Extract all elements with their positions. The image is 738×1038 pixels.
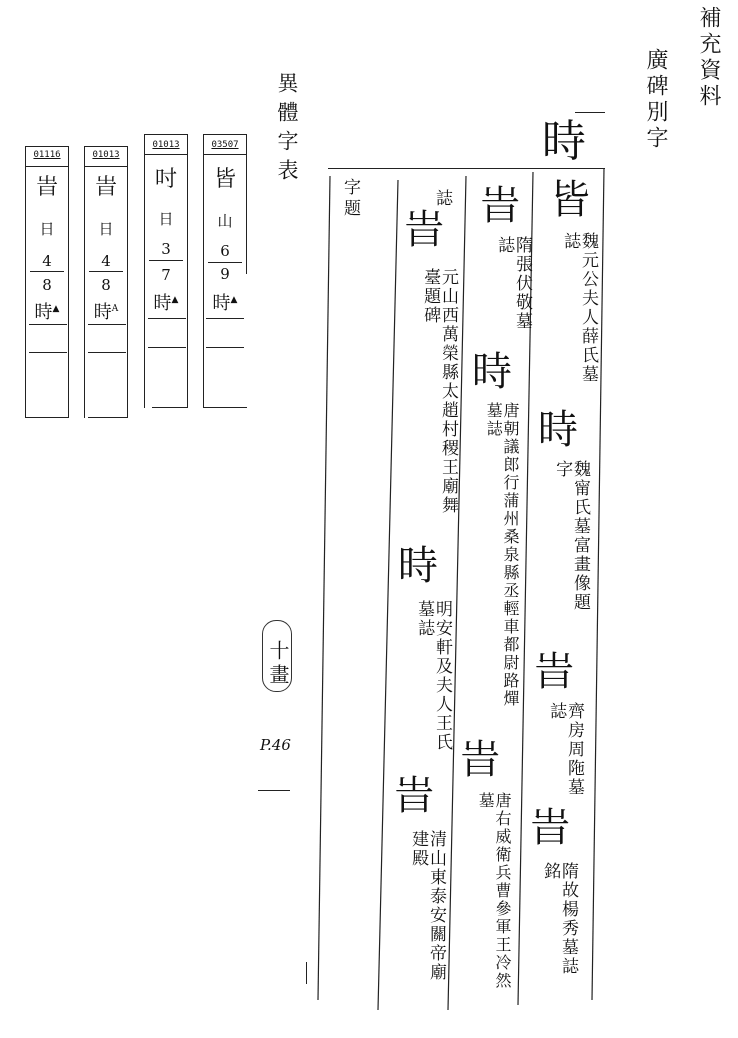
- card-variant: 旹: [35, 175, 58, 200]
- card-variant: 吋: [154, 167, 177, 192]
- source-text: 隋故楊秀墓誌銘: [540, 862, 578, 976]
- card-standard: 時$^A$: [93, 302, 119, 323]
- page-number: P.46: [260, 736, 291, 754]
- card-radical: 日: [158, 210, 174, 228]
- card-num1: 3: [161, 240, 171, 258]
- card-id: 01013: [92, 150, 120, 160]
- card-num1: 6: [220, 242, 230, 260]
- variant-glyph: 旹: [534, 649, 574, 695]
- variant-glyph: 旹: [394, 773, 434, 819]
- source-text: 魏元公夫人薛氏墓誌: [560, 232, 598, 384]
- card-variant: 皆: [213, 167, 236, 192]
- card-id: 01013: [152, 140, 180, 150]
- card-num2: 8: [101, 276, 111, 294]
- card-num1: 4: [101, 252, 111, 270]
- annotation: 誌: [436, 189, 453, 209]
- table-title: 異體字表: [275, 72, 299, 188]
- variant-glyph: 時: [398, 543, 438, 589]
- card-radical: 日: [98, 220, 114, 238]
- source-text: 齊房周陁墓誌: [546, 702, 584, 797]
- variant-glyph: 旹: [480, 183, 520, 229]
- variant-glyph: 旹: [404, 207, 444, 253]
- card-radical: 日: [39, 220, 55, 238]
- headword: 時: [542, 116, 586, 167]
- source-text: 隋張伏敬墓誌: [494, 236, 532, 331]
- card-num2: 9: [220, 265, 230, 283]
- variant-glyph: 旹: [460, 737, 500, 783]
- card-radical: 山: [217, 212, 233, 230]
- source-text: 魏甯氏墓富畫像題字: [552, 460, 590, 612]
- card-num1: 4: [42, 252, 52, 270]
- card-standard: 時▲: [34, 302, 60, 323]
- card-standard: 時▲: [212, 293, 238, 314]
- source-text: 唐右威衛兵曹參軍王冷然墓: [476, 792, 512, 990]
- variant-glyph: 時: [472, 349, 512, 395]
- card-num2: 8: [42, 276, 52, 294]
- card-id: 01116: [33, 150, 61, 160]
- variant-glyph: 時: [538, 407, 578, 453]
- source-text: 唐朝議郎行蒲州桑泉縣丞輕車都尉路燀墓誌: [484, 402, 520, 708]
- supplement-heading: 補充資料: [696, 6, 721, 110]
- card-num2: 7: [161, 266, 171, 284]
- source-text: 明安軒及夫人王氏墓誌: [414, 600, 452, 752]
- variant-glyph: 皆: [550, 177, 590, 223]
- source-text: 清山東泰安關帝廟建殿: [408, 830, 446, 982]
- stroke-count: 十畫: [266, 640, 290, 688]
- source-title: 廣碑別字: [643, 48, 668, 152]
- card-variant: 旹: [94, 175, 117, 200]
- variant-glyph: 旹: [530, 805, 570, 851]
- card-id: 03507: [211, 140, 239, 150]
- column-label: 字题: [340, 178, 360, 220]
- source-text: 元山西萬榮縣太趙村稷王廟舞臺題碑: [420, 268, 458, 515]
- card-standard: 時▲: [153, 293, 179, 314]
